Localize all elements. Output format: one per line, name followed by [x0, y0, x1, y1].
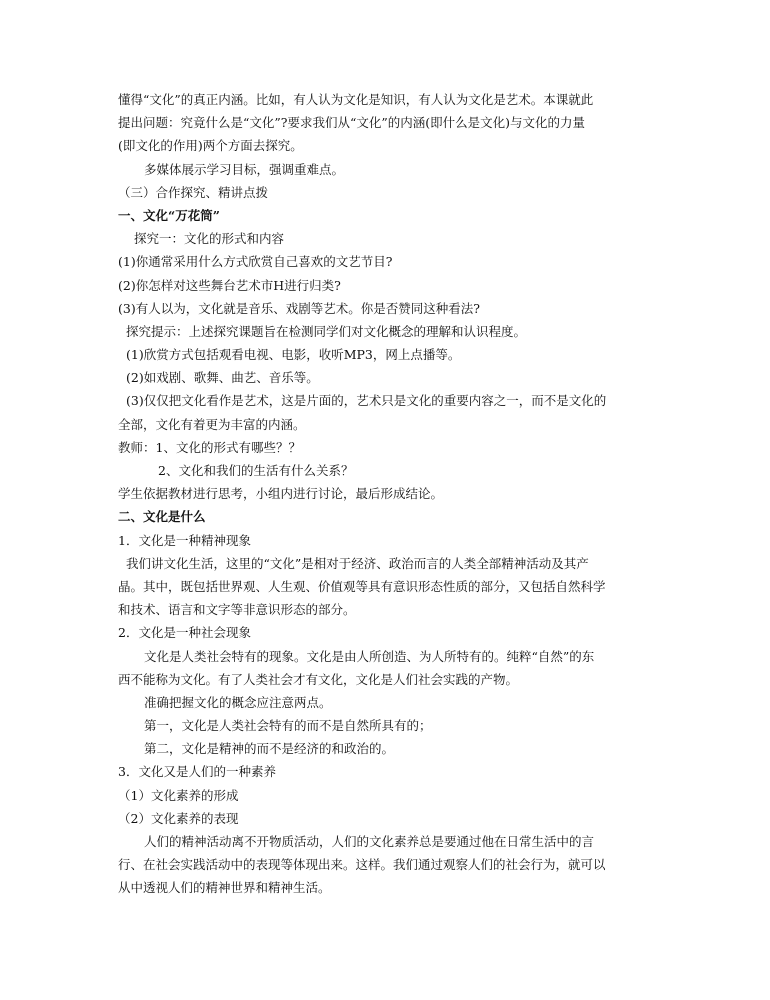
- teacher-question: 2、文化和我们的生活有什么关系？: [158, 463, 354, 478]
- question-item: (2)你怎样对这些舞台艺术市H进行归类?: [118, 277, 341, 293]
- section-subheading: （三）合作探究、精讲点拨: [118, 184, 269, 200]
- section-heading: 一、文化“万花筒”: [118, 207, 220, 223]
- answer-item: (3)仅仅把文化看作是艺术，这是片面的，艺术只是文化的重要内容之一，而不是文化的: [126, 393, 607, 409]
- sub-point: （1）文化素养的形成: [118, 787, 239, 803]
- question-item: (3)有人以为，文化就是音乐、戏剧等艺术。你是否赞同这种看法?: [118, 300, 480, 316]
- text-line: (即文化的作用)两个方面去探究。: [118, 138, 303, 154]
- inquiry-hint: 探究提示：上述探究课题旨在检测同学们对文化概念的理解和认识程度。: [126, 323, 527, 339]
- inquiry-title: 探究一：文化的形式和内容: [134, 231, 285, 247]
- text-line: 懂得“文化”的真正内涵。比如，有人认为文化是知识，有人认为文化是艺术。本课就此: [118, 92, 594, 107]
- text-line: 晶。其中，既包括世界观、人生观、价值观等具有意识形态性质的部分，又包括自然科学: [118, 578, 606, 594]
- point-heading: 1．文化是一种精神现象: [118, 532, 251, 548]
- text-line: 第一，文化是人类社会特有的而不是自然所具有的；: [144, 718, 432, 734]
- text-line: 全部，文化有着更为丰富的内涵。: [118, 416, 306, 432]
- answer-item: (2)如戏剧、歌舞、曲艺、音乐等。: [126, 370, 319, 386]
- text-line: 和技术、语言和文字等非意识形态的部分。: [118, 602, 356, 618]
- text-line: 文化是人类社会特有的现象。文化是由人所创造、为人所特有的。纯粹“自然”的东: [144, 648, 595, 664]
- answer-item: (1)欣赏方式包括观看电视、电影，收听MP3，网上点播等。: [126, 347, 461, 363]
- document-page: [118, 88, 660, 900]
- text-line: 第二，文化是精神的而不是经济的和政治的。: [144, 741, 395, 757]
- section-heading: 二、文化是什么: [118, 509, 206, 525]
- text-line: 准确把握文化的概念应注意两点。: [144, 694, 332, 710]
- text-line: 行、在社会实践活动中的表现等体现出来。这样。我们通过观察人们的社会行为，就可以: [118, 857, 606, 873]
- question-item: (1)你通常采用什么方式欣赏自己喜欢的文艺节目?: [118, 254, 393, 270]
- point-heading: 3．文化又是人们的一种素养: [118, 764, 276, 780]
- text-line: 学生依据教材进行思考，小组内进行讨论，最后形成结论。: [118, 486, 444, 502]
- text-line: 从中透视人们的精神世界和精神生活。: [118, 880, 331, 896]
- point-heading: 2．文化是一种社会现象: [118, 625, 251, 641]
- text-line: 我们讲文化生活，这里的“文化”是相对于经济、政治而言的人类全部精神活动及其产: [126, 555, 589, 571]
- text-line: 多媒体展示学习目标，强调重难点。: [144, 161, 345, 177]
- text-line: 西不能称为文化。有了人类社会才有文化，文化是人们社会实践的产物。: [118, 671, 519, 687]
- text-line: 人们的精神活动离不开物质活动，人们的文化素养总是要通过他在日常生活中的言: [144, 834, 595, 849]
- teacher-question: 教师：1、文化的形式有哪些？？: [118, 439, 301, 455]
- sub-point: （2）文化素养的表现: [118, 810, 239, 826]
- text-line: 提出问题：究竟什么是“文化”?要求我们从“文化”的内涵(即什么是文化)与文化的力量: [118, 115, 586, 131]
